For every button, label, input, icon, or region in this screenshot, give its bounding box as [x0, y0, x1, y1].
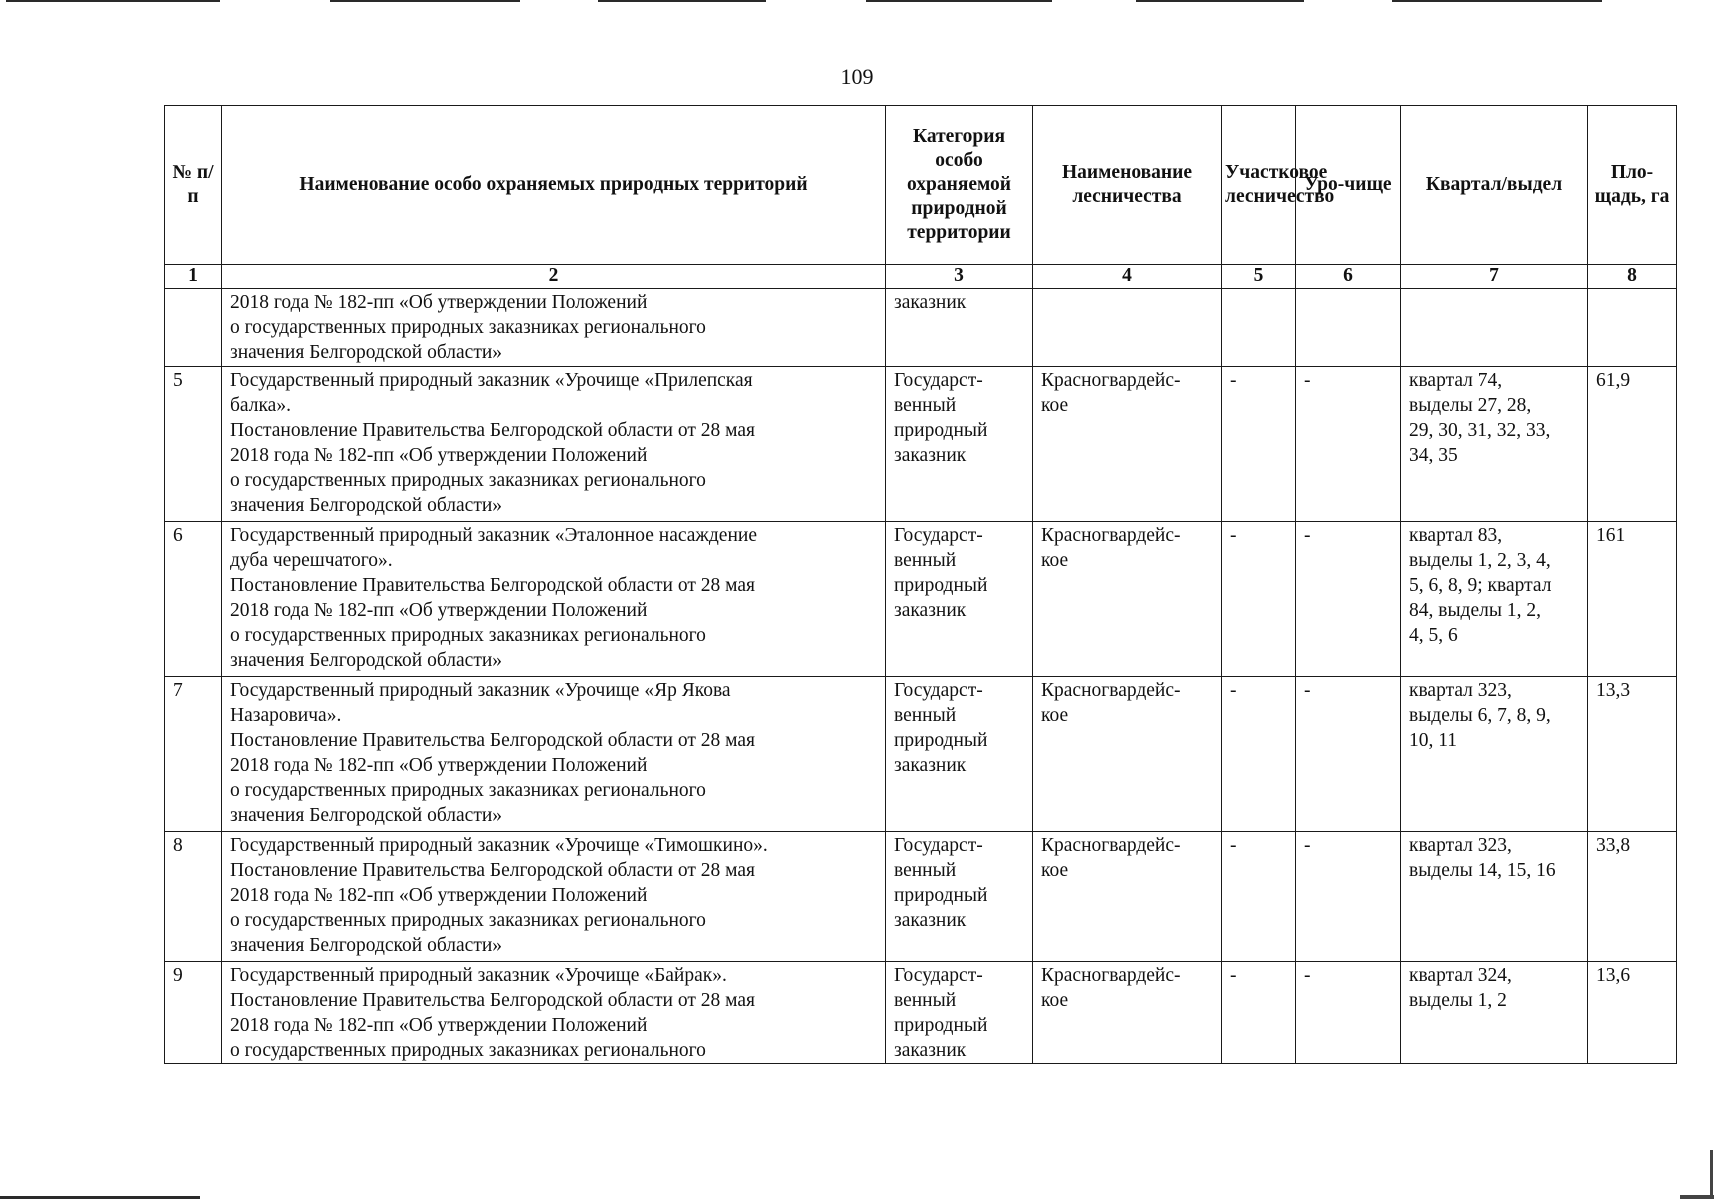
column-number: 5: [1222, 265, 1296, 289]
quarter-allotment: квартал 83, выделы 1, 2, 3, 4, 5, 6, 8, 9; квартал 84, выделы 1, 2, 4, 5, 6: [1401, 522, 1588, 677]
area-name: Государственный природный заказник «Урочище «Яр Якова Назаровича». Постановление Правительства Белгородской области от 28 мая 2018 года № 182-пп «Об утверждении Положений о государственных природных заказниках регионального значения Белгородской области»: [222, 677, 886, 832]
table-row: [165, 522, 1677, 677]
header-quarter: Квартал/выдел: [1401, 106, 1588, 265]
table-row: [165, 832, 1677, 962]
area-category: Государст- венный природный заказник: [886, 367, 1033, 522]
scan-edge-top-1: [6, 0, 220, 2]
quarter-allotment: квартал 323, выделы 14, 15, 16: [1401, 832, 1588, 962]
district-forestry: -: [1222, 367, 1296, 522]
header-name: Наименование особо охраняемых природных территорий: [222, 106, 886, 265]
district-forestry: [1222, 289, 1296, 367]
header-forestry: Наименование лесничества: [1033, 106, 1222, 265]
column-number: 7: [1401, 265, 1588, 289]
column-number: 4: [1033, 265, 1222, 289]
scan-edge-top-2: [330, 0, 520, 2]
forestry-name: Красногвардейс- кое: [1033, 962, 1222, 1064]
row-number: 8: [165, 832, 222, 962]
scan-edge-right: [1710, 1150, 1713, 1198]
quarter-allotment: [1401, 289, 1588, 367]
area-category: Государст- венный природный заказник: [886, 677, 1033, 832]
column-number: 6: [1296, 265, 1401, 289]
scan-edge-bottom-1: [0, 1196, 200, 1199]
column-number: 8: [1588, 265, 1677, 289]
table-row: [165, 289, 1677, 367]
table-row: [165, 367, 1677, 522]
area-category: Государст- венный природный заказник: [886, 522, 1033, 677]
area-name: Государственный природный заказник «Урочище «Байрак». Постановление Правительства Белгородской области от 28 мая 2018 года № 182-пп «Об утверждении Положений о государственных природных заказниках регионального: [222, 962, 886, 1064]
forestry-name: Красногвардейс- кое: [1033, 522, 1222, 677]
area-category: Государст- венный природный заказник: [886, 832, 1033, 962]
header-area: Пло-щадь, га: [1588, 106, 1677, 265]
scan-edge-bottom-right: [1680, 1195, 1714, 1199]
scan-edge-top-3: [598, 0, 766, 2]
quarter-allotment: квартал 324, выделы 1, 2: [1401, 962, 1588, 1064]
forestry-name: Красногвардейс- кое: [1033, 832, 1222, 962]
area-category: заказник: [886, 289, 1033, 367]
area-hectares: 13,3: [1588, 677, 1677, 832]
area-hectares: 33,8: [1588, 832, 1677, 962]
table-row: [165, 677, 1677, 832]
row-number: 5: [165, 367, 222, 522]
area-hectares: 61,9: [1588, 367, 1677, 522]
column-number: 2: [222, 265, 886, 289]
table-header-row: [165, 106, 1677, 265]
page-number: 109: [840, 64, 874, 89]
scan-edge-top-4: [866, 0, 1052, 2]
row-number: 6: [165, 522, 222, 677]
district-forestry: -: [1222, 522, 1296, 677]
area-name: 2018 года № 182-пп «Об утверждении Положений о государственных природных заказниках регионального значения Белгородской области»: [222, 289, 886, 367]
area-hectares: 13,6: [1588, 962, 1677, 1064]
table-body: [165, 265, 1677, 1064]
column-number: 1: [165, 265, 222, 289]
quarter-allotment: квартал 323, выделы 6, 7, 8, 9, 10, 11: [1401, 677, 1588, 832]
area-hectares: [1588, 289, 1677, 367]
tract: -: [1296, 522, 1401, 677]
district-forestry: -: [1222, 677, 1296, 832]
forestry-name: [1033, 289, 1222, 367]
header-tract: Уро-чище: [1296, 106, 1401, 265]
header-num: № п/п: [165, 106, 222, 265]
area-name: Государственный природный заказник «Эталонное насаждение дуба черешчатого». Постановление Правительства Белгородской области от 28 мая 2018 года № 182-пп «Об утверждении Положений о государственных природных заказниках регионального значения Белгородской области»: [222, 522, 886, 677]
scan-edge-top-5: [1136, 0, 1304, 2]
area-name: Государственный природный заказник «Урочище «Прилепская балка». Постановление Правительства Белгородской области от 28 мая 2018 года № 182-пп «Об утверждении Положений о государственных природных заказниках регионального значения Белгородской области»: [222, 367, 886, 522]
column-number-row: [165, 265, 1677, 289]
protected-areas-table: [164, 105, 1677, 1064]
row-number: 9: [165, 962, 222, 1064]
scan-edge-top-6: [1392, 0, 1602, 2]
forestry-name: Красногвардейс- кое: [1033, 677, 1222, 832]
row-number: 7: [165, 677, 222, 832]
quarter-allotment: квартал 74, выделы 27, 28, 29, 30, 31, 32, 33, 34, 35: [1401, 367, 1588, 522]
forestry-name: Красногвардейс- кое: [1033, 367, 1222, 522]
header-category: Категория особо охраняемой природной территории: [886, 106, 1033, 265]
tract: -: [1296, 677, 1401, 832]
area-category: Государст- венный природный заказник: [886, 962, 1033, 1064]
column-number: 3: [886, 265, 1033, 289]
header-district: Участковое лесничество: [1222, 106, 1296, 265]
area-name: Государственный природный заказник «Урочище «Тимошкино». Постановление Правительства Белгородской области от 28 мая 2018 года № 182-пп «Об утверждении Положений о государственных природных заказниках регионального значения Белгородской области»: [222, 832, 886, 962]
tract: -: [1296, 367, 1401, 522]
district-forestry: -: [1222, 832, 1296, 962]
area-hectares: 161: [1588, 522, 1677, 677]
table-row: [165, 962, 1677, 1064]
tract: -: [1296, 832, 1401, 962]
tract: -: [1296, 962, 1401, 1064]
row-number: [165, 289, 222, 367]
tract: [1296, 289, 1401, 367]
district-forestry: -: [1222, 962, 1296, 1064]
